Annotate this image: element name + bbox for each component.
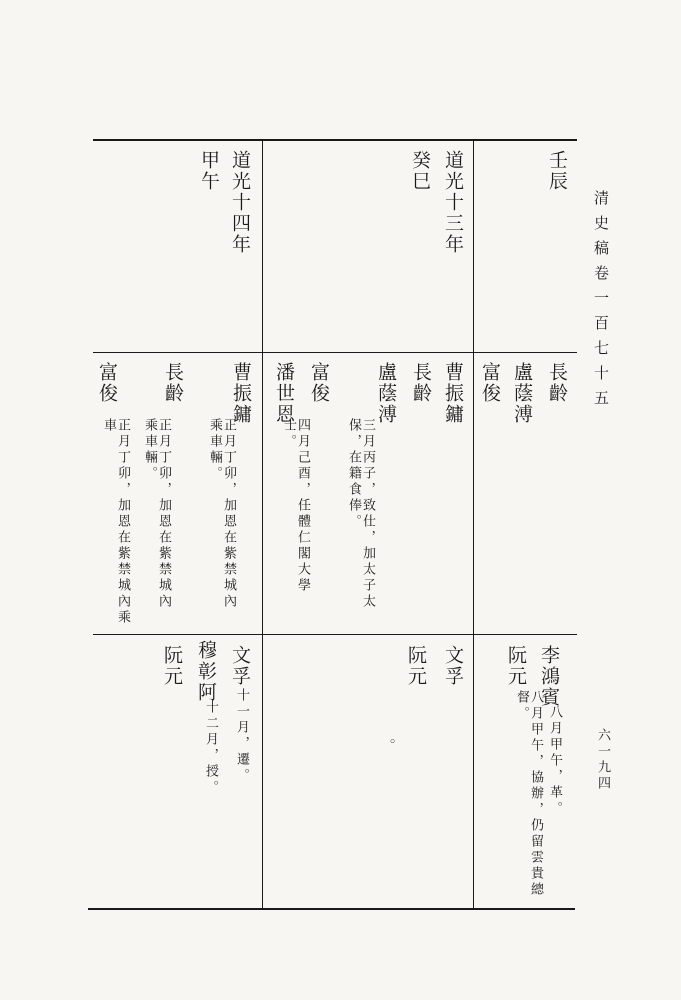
column-divider-1 [473, 139, 474, 910]
gs-guisi-2: 長齡 [410, 362, 432, 404]
as-jiawu-1: 文孚 [229, 645, 251, 687]
gs-renchen-1: 長齡 [546, 362, 568, 404]
gs-jiawu-2: 長齡 [162, 362, 184, 404]
as-jiawu-3: 阮元 [161, 645, 183, 687]
as-renchen-2: 阮元 [505, 645, 527, 687]
gs-guisi-5-note: 四月己酉，任體仁閣大學士。 [281, 418, 310, 594]
gs-jiawu-3: 富俊 [96, 362, 118, 404]
guisi-mark: ◦ [385, 735, 400, 753]
row-divider-2 [93, 634, 577, 635]
row-divider-1 [93, 352, 577, 353]
gs-jiawu-2-note: 正月丁卯，加恩在紫禁城內乘車輛。 [142, 418, 171, 610]
gs-renchen-2: 盧蔭溥 [511, 362, 533, 425]
table-bottom-rule [88, 908, 575, 910]
as-renchen-2-note: 八月甲午，協辦，仍留雲貴總督。 [514, 690, 543, 898]
year-ganzhi-jiawu: 甲午 [198, 150, 220, 192]
year-ganzhi-guisi: 癸巳 [409, 150, 431, 192]
gs-guisi-4: 富俊 [308, 362, 330, 404]
table-top-rule [93, 139, 577, 141]
gs-guisi-5: 潘世恩 [273, 362, 295, 425]
as-renchen-1: 李鴻賓 [538, 645, 560, 708]
year-era-jiawu: 道光十四年 [229, 150, 251, 255]
as-renchen-1-note: 八月甲午，革。 [547, 705, 562, 817]
as-jiawu-1-note: 十一月，遷。 [234, 688, 249, 784]
gs-jiawu-1-note: 正月丁卯，加恩在紫禁城內乘車輛。 [207, 418, 236, 610]
column-divider-2 [262, 139, 263, 910]
as-guisi-1: 文孚 [442, 645, 464, 687]
year-ganzhi-renchen: 壬辰 [546, 150, 568, 192]
as-jiawu-2: 穆彰阿 [195, 640, 217, 703]
book-title: 清史稿卷一百七十五 [592, 190, 610, 415]
gs-renchen-3: 富俊 [479, 362, 501, 404]
gs-jiawu-3-note: 正月丁卯，加恩在紫禁城內乘車 [101, 418, 130, 626]
as-jiawu-2-note: 十二月，授。 [203, 700, 218, 796]
gs-guisi-1: 曹振鏞 [442, 362, 464, 425]
gs-guisi-3: 盧蔭溥 [375, 362, 397, 425]
as-guisi-2: 阮元 [405, 645, 427, 687]
page-number: 六一九四 [595, 728, 610, 792]
year-era-guisi: 道光十三年 [442, 150, 464, 255]
gs-jiawu-1: 曹振鏞 [230, 362, 252, 425]
gs-guisi-3-note: 三月丙子，致仕，加太子太保，在籍食俸。 [346, 418, 375, 610]
